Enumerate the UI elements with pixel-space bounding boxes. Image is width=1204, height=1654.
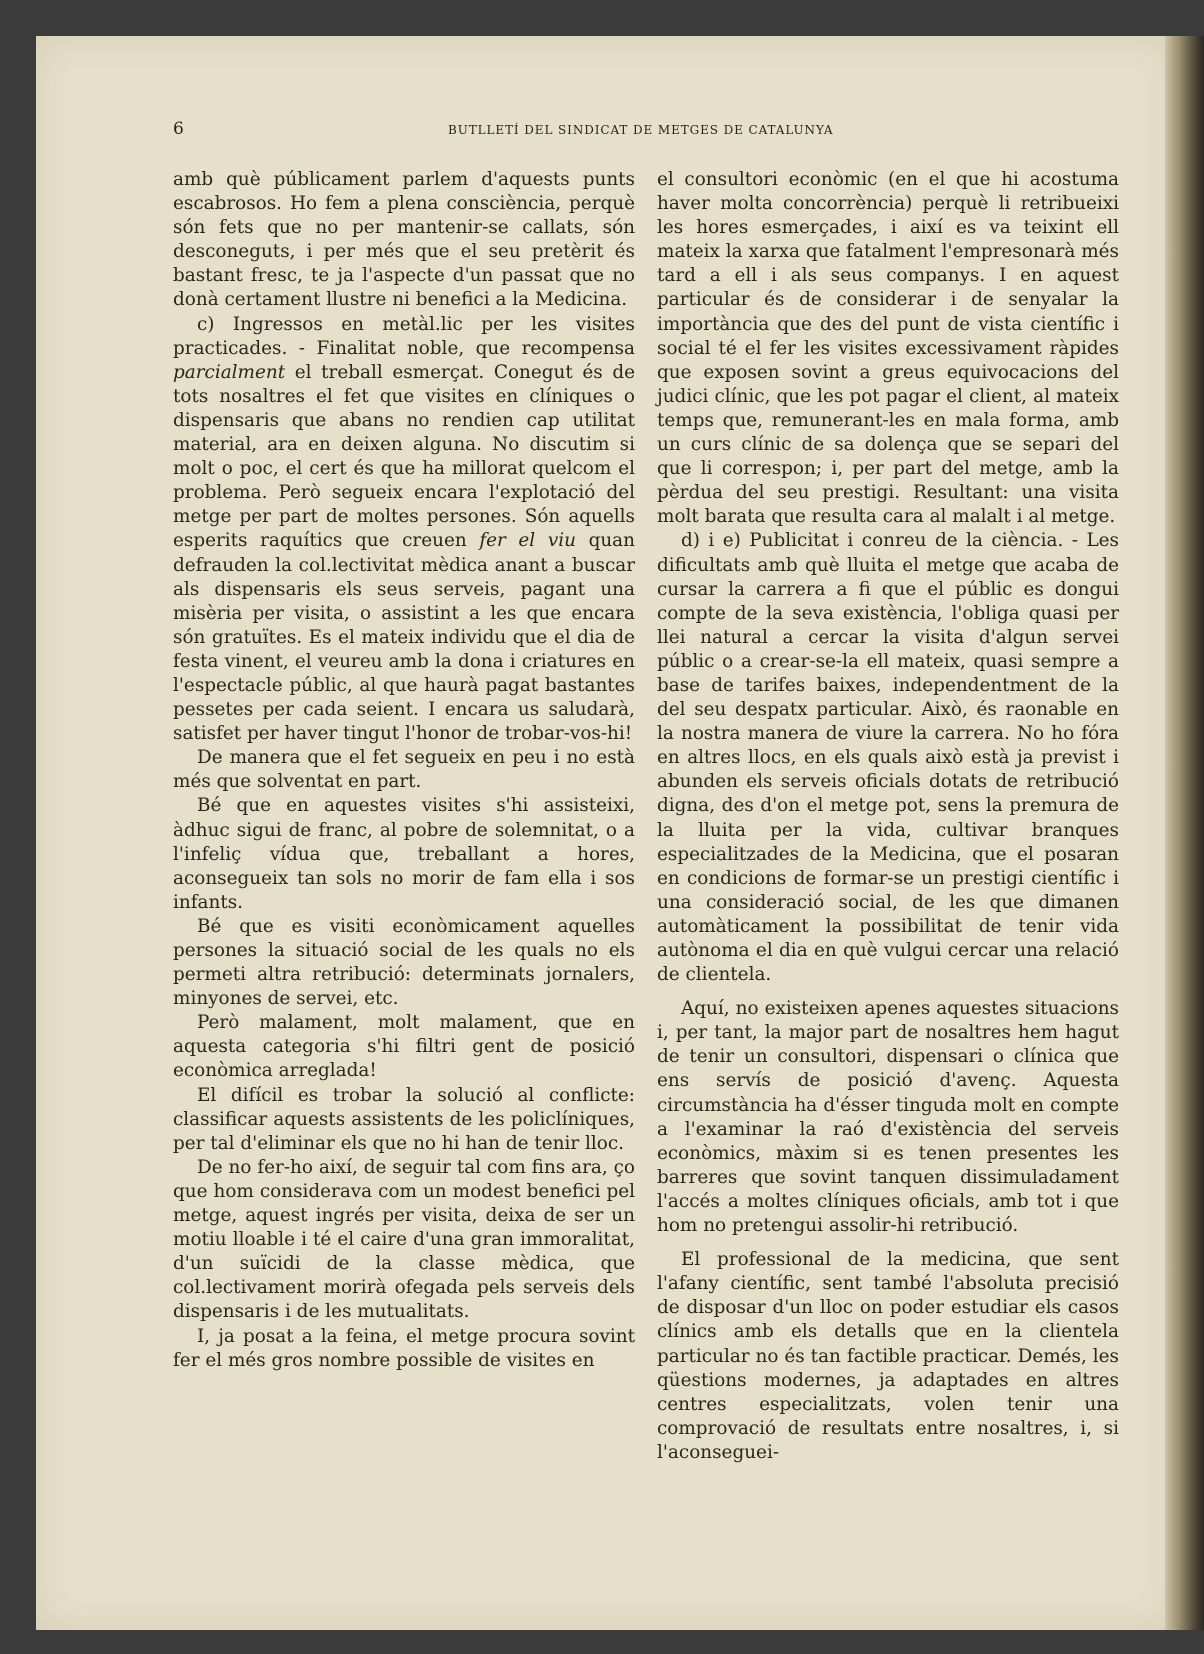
left-column — [173, 168, 635, 1373]
paragraph: I, ja posat a la feina, el metge procura sovint fer el més gros nombre possible de visites en — [173, 1325, 635, 1371]
paragraph: Bé que es visiti econòmicament aquelles persones la situació social de les quals no els permeti altra retribució: determinats jornalers, minyones de servei, etc. — [173, 915, 635, 1010]
paragraph: amb què públicament parlem d'aquests punts escabrosos. Ho fem a plena consciència, perquè són fets que no per mantenir-se callats, són desconeguts, i per més que el seu pretèrit és bastant fresc, te ja l'aspecte d'un passat que no donà certament llustre ni benefici a la Medicina. — [173, 169, 635, 311]
paragraph: El professional de la medicina, que sent l'afany científic, sent també l'absoluta precisió de disposar d'un lloc on poder estudiar els casos clínics amb els detalls que en la clientela particular no és tan factible practicar. Demés, les qüestions modernes, ja adaptades en altres centres especialitzats, volen tenir una comprovació de resultats entre nosaltres, i, si l'aconseguei- — [657, 1249, 1119, 1463]
right-column — [657, 168, 1119, 1465]
paragraph: el consultori econòmic (en el que hi acostuma haver molta concorrència) perquè li retribueixi les hores esmerçades, i així es va teixint ell mateix la xarxa que fatalment l'empresonarà més tard a ell i als seus companys. I en aquest particular és de considerar i de senyalar la importància que des del punt de vista científic i social té el fer les visites excessivament ràpides que exposen sovint a greus equivocacions del judici clínic, que les pot pagar el client, al mateix temps que, remunerant-les en mala forma, amb un curs clínic de sa dolença que se separi del que li correspon; i, per part del metge, amb la pèrdua del seu prestigi. Resultant: una visita molt barata que resulta cara al malalt i al metge. — [657, 169, 1119, 528]
text-run: c) Ingressos en metàl.lic per les visites practicades. - Finalitat noble, que recompensa — [173, 313, 635, 359]
text-run: quan defrauden la col.lectivitat mèdica anant a buscar als dispensaris els seus serveis, pagant una misèria per visita, o assistint a les que encara són gratuïtes. Es el mateix individu que el dia de festa vinent, el veureu amb la dona i criatures en l'espectacle públic, al que haurà pagat bastantes pessetes per cada seient. I encara us saludarà, satisfet per haver tingut l'honor de trobar-vos-hi! — [173, 530, 635, 745]
paragraph: De no fer-ho així, de seguir tal com fins ara, ço que hom considerava com un modest benefici pel metge, aquest ingrés per visita, deixa de ser un motiu lloable i té el caire d'una gran immoralitat, d'un suïcidi de la classe mèdica, que col.lectivament morirà ofegada pels serveis dels dispensaris i de les mutualitats. — [173, 1156, 635, 1323]
paragraph: Aquí, no existeixen apenes aquestes situacions i, per tant, la major part de nosaltres hem hagut de tenir un consultori, dispensari o clínica que ens servís de posició d'avenç. Aquesta circumstància ha d'ésser tinguda molt en compte a l'examinar la raó d'existència del serveis econòmics, màxim si es tenen presentes les barreres que sovint tanquen dissimuladament l'accés a moltes clíniques oficials, amb tot i que hom no pretengui assolir-hi retribució. — [657, 998, 1119, 1237]
paragraph-section-d-e: d) i e) Publicitat i conreu de la ciència. - Les dificultats amb què lluita el metge que acaba de cursar la carrera a fi que el públic es dongui compte de la seva existència, l'obliga quasi per llei natural a cercar la visita d'algun servei públic o a crear-se-la ell mateix, quasi sempre a base de tarifes baixes, independentment de la del seu despatx particular. Això, és raonable en la nostra manera de viure la carrera. No ho fóra en altres llocs, en els quals això està ja previst i abunden els serveis oficials dotats de retribució digna, des d'on el metge pot, sens la premura de la lluita per la vida, cultivar branques especialitzades de la Medicina, que el posaran en condicions de formar-se un prestigi científic i una consideració social, de les que dimanen automàticament la possibilitat de tenir vida autònoma el dia en què vulgui cercar una relació de clientela. — [657, 530, 1119, 986]
emphasis: parcialment — [173, 361, 286, 383]
paragraph-section-c — [173, 313, 635, 747]
book-spine-shadow — [1165, 36, 1204, 1630]
text-run: el treball esmerçat. Conegut és de tots nosaltres el fet que visites en clíniques o dispensaris que abans no rendien cap utilitat material, ara en deixen alguna. No discutim si molt o poc, el cert és que ha millorat quelcom el problema. Però segueix encara l'explotació del metge per part de moltes persones. Són aquells esperits raquítics que creuen — [173, 361, 635, 552]
paragraph: Però malament, molt malament, que en aquesta categoria s'hi filtri gent de posició econòmica arreglada! — [173, 1012, 635, 1082]
paragraph: Bé que en aquestes visites s'hi assisteixi, àdhuc sigui de franc, al pobre de solemnitat, o a l'infeliç vídua que, treballant a hores, aconsegueix tan sols no morir de fam ella i sos infants. — [173, 795, 635, 913]
page-header — [173, 119, 1033, 141]
running-title: BUTLLETÍ DEL SINDICAT DE METGES DE CATALUNYA — [448, 123, 834, 137]
scanner-background — [0, 1630, 1204, 1654]
page-number: 6 — [173, 119, 184, 139]
emphasis: fer el viu — [479, 530, 576, 552]
paragraph: De manera que el fet segueix en peu i no està més que solventat en part. — [173, 747, 635, 793]
paragraph: El difícil es trobar la solució al conflicte: classificar aquests assistents de les policlíniques, per tal d'eliminar els que no hi han de tenir lloc. — [173, 1084, 635, 1154]
